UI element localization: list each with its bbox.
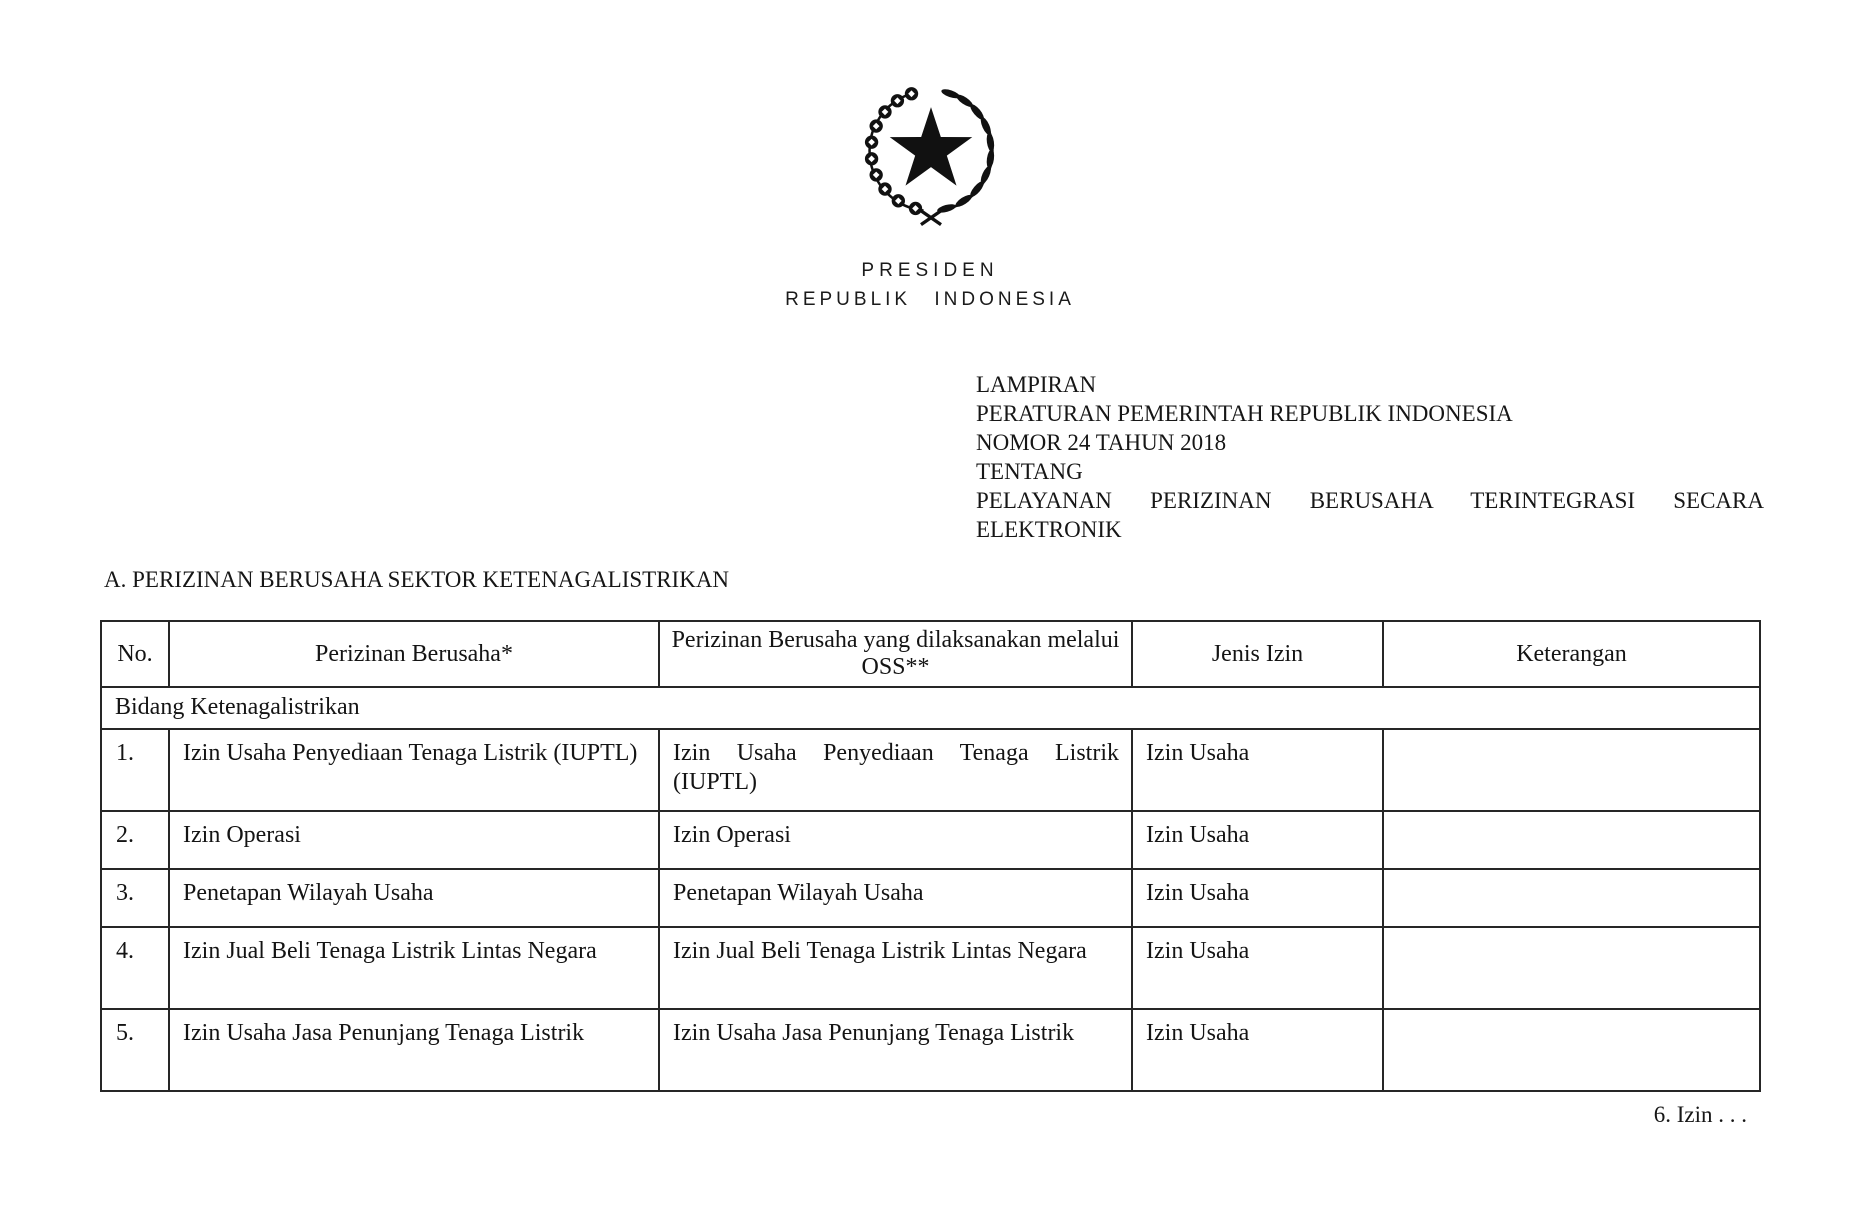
presidential-emblem-icon <box>852 78 1010 238</box>
cell-no: 3. <box>101 869 169 927</box>
header-perizinan-berusaha: Perizinan Berusaha* <box>169 621 659 687</box>
cell-perizinan: Izin Operasi <box>169 811 659 869</box>
cell-no: 4. <box>101 927 169 1009</box>
cell-oss: Izin Jual Beli Tenaga Listrik Lintas Negara <box>659 927 1132 1009</box>
table-row <box>101 927 1760 1009</box>
lampiran-line: TENTANG <box>976 459 1083 484</box>
letterhead <box>630 260 1230 311</box>
cell-no: 1. <box>101 729 169 811</box>
cell-jenis-izin: Izin Usaha <box>1132 927 1383 1009</box>
cell-jenis-izin: Izin Usaha <box>1132 811 1383 869</box>
cell-jenis-izin: Izin Usaha <box>1132 729 1383 811</box>
letterhead-republik-indonesia: REPUBLIK INDONESIA <box>785 289 1075 310</box>
table-row <box>101 869 1760 927</box>
lampiran-line: NOMOR 24 TAHUN 2018 <box>976 430 1227 455</box>
header-keterangan: Keterangan <box>1383 621 1760 687</box>
lampiran-line: PELAYANAN PERIZINAN BERUSAHA TERINTEGRASI SECARA <box>976 488 1764 513</box>
section-title: A. PERIZINAN BERUSAHA SEKTOR KETENAGALISTRIKAN <box>104 567 730 592</box>
table-header-row <box>101 621 1760 687</box>
header-jenis-izin: Jenis Izin <box>1132 621 1383 687</box>
cell-perizinan: Izin Usaha Jasa Penunjang Tenaga Listrik <box>169 1009 659 1091</box>
cell-no: 2. <box>101 811 169 869</box>
table-row <box>101 1009 1760 1091</box>
lampiran-line: PERATURAN PEMERINTAH REPUBLIK INDONESIA <box>976 401 1513 426</box>
cell-perizinan: Penetapan Wilayah Usaha <box>169 869 659 927</box>
cell-jenis-izin: Izin Usaha <box>1132 869 1383 927</box>
cell-oss: Izin Operasi <box>659 811 1132 869</box>
lampiran-line: LAMPIRAN <box>976 372 1097 397</box>
table-row <box>101 811 1760 869</box>
cell-keterangan <box>1383 1009 1760 1091</box>
cell-keterangan <box>1383 869 1760 927</box>
permits-table <box>100 620 1761 1092</box>
lampiran-block <box>976 370 1764 544</box>
table-group-row <box>101 687 1760 729</box>
cell-jenis-izin: Izin Usaha <box>1132 1009 1383 1091</box>
cell-oss: Penetapan Wilayah Usaha <box>659 869 1132 927</box>
cell-oss: Izin Usaha Jasa Penunjang Tenaga Listrik <box>659 1009 1132 1091</box>
cell-keterangan <box>1383 927 1760 1009</box>
letterhead-presiden: PRESIDEN <box>861 260 999 281</box>
cell-keterangan <box>1383 729 1760 811</box>
cell-no: 5. <box>101 1009 169 1091</box>
group-row-label: Bidang Ketenagalistrikan <box>101 687 1760 729</box>
header-perizinan-oss: Perizinan Berusaha yang dilaksanakan melalui OSS** <box>659 621 1132 687</box>
table-row <box>101 729 1760 811</box>
continuation-note: 6. Izin . . . <box>1653 1102 1747 1127</box>
lampiran-line: ELEKTRONIK <box>976 517 1122 542</box>
header-no: No. <box>101 621 169 687</box>
cell-oss: Izin Usaha Penyediaan Tenaga Listrik (IUPTL) <box>659 729 1132 811</box>
cell-keterangan <box>1383 811 1760 869</box>
cell-perizinan: Izin Jual Beli Tenaga Listrik Lintas Negara <box>169 927 659 1009</box>
cell-perizinan: Izin Usaha Penyediaan Tenaga Listrik (IUPTL) <box>169 729 659 811</box>
